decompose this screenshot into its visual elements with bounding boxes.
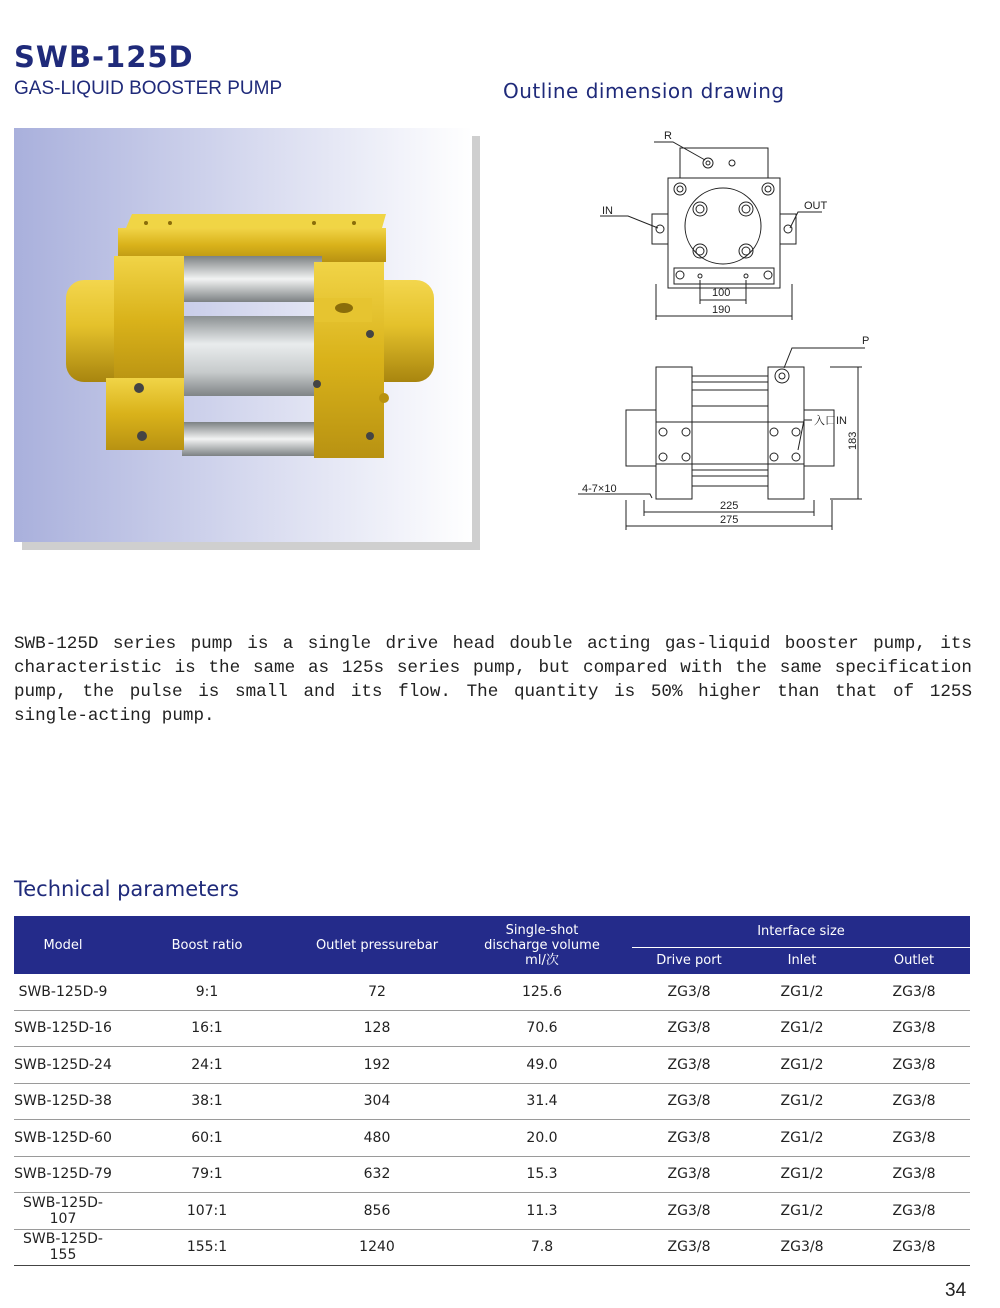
cell-model: SWB-125D-16 [14, 1010, 112, 1047]
dim-225: 225 [720, 500, 739, 512]
table-row [14, 1156, 970, 1193]
page-number: 34 [945, 1280, 967, 1301]
cell-drive: ZG3/8 [632, 1047, 746, 1084]
cell-inlet: ZG3/8 [746, 1229, 858, 1266]
dim-183: 183 [847, 431, 859, 450]
cell-ratio: 155:1 [112, 1229, 302, 1266]
cell-drive: ZG3/8 [632, 974, 746, 1010]
cell-volume: 31.4 [452, 1083, 632, 1120]
dim-100: 100 [712, 287, 731, 299]
cell-ratio: 60:1 [112, 1120, 302, 1157]
header-discharge-line2: discharge volume [484, 937, 600, 953]
outline-dimension-drawing [560, 120, 980, 540]
table-row [14, 1229, 970, 1266]
cell-ratio: 79:1 [112, 1156, 302, 1193]
cell-drive: ZG3/8 [632, 1083, 746, 1120]
header-outlet: Outlet [858, 947, 970, 974]
cell-ratio: 107:1 [112, 1193, 302, 1230]
header-inlet: Inlet [746, 947, 858, 974]
cell-ratio: 16:1 [112, 1010, 302, 1047]
cell-outlet: ZG3/8 [858, 1193, 970, 1230]
cell-drive: ZG3/8 [632, 1193, 746, 1230]
cell-pressure: 304 [302, 1083, 452, 1120]
header-model: Model [14, 916, 112, 974]
cell-outlet: ZG3/8 [858, 1156, 970, 1193]
cell-volume: 15.3 [452, 1156, 632, 1193]
cell-pressure: 72 [302, 974, 452, 1010]
table-row [14, 1010, 970, 1047]
cell-pressure: 632 [302, 1156, 452, 1193]
cell-inlet: ZG1/2 [746, 1120, 858, 1157]
cell-inlet: ZG1/2 [746, 1083, 858, 1120]
cell-volume: 125.6 [452, 974, 632, 1010]
cell-pressure: 192 [302, 1047, 452, 1084]
header-outlet-pressure: Outlet pressurebar [302, 916, 452, 974]
cell-ratio: 24:1 [112, 1047, 302, 1084]
cell-inlet: ZG1/2 [746, 1156, 858, 1193]
booster-pump-image [14, 128, 480, 550]
cell-drive: ZG3/8 [632, 1010, 746, 1047]
cell-volume: 7.8 [452, 1229, 632, 1266]
cell-model: SWB-125D-107 [14, 1193, 112, 1230]
header-drive-port: Drive port [632, 947, 746, 974]
cell-ratio: 9:1 [112, 974, 302, 1010]
cell-model: SWB-125D-24 [14, 1047, 112, 1084]
cell-drive: ZG3/8 [632, 1229, 746, 1266]
label-in: IN [602, 205, 613, 217]
cell-volume: 70.6 [452, 1010, 632, 1047]
cell-pressure: 480 [302, 1120, 452, 1157]
cell-inlet: ZG1/2 [746, 974, 858, 1010]
cell-model: SWB-125D-38 [14, 1083, 112, 1120]
dim-190: 190 [712, 304, 731, 316]
table-row [14, 1047, 970, 1084]
model-title: SWB-125D [14, 40, 194, 74]
cell-outlet: ZG3/8 [858, 1047, 970, 1084]
cell-pressure: 128 [302, 1010, 452, 1047]
header-discharge-unit: ml/次 [525, 952, 559, 968]
cell-outlet: ZG3/8 [858, 1229, 970, 1266]
label-r: R [664, 130, 672, 142]
cell-outlet: ZG3/8 [858, 1120, 970, 1157]
label-out: OUT [804, 200, 828, 212]
table-row [14, 1083, 970, 1120]
cell-volume: 11.3 [452, 1193, 632, 1230]
cell-model: SWB-125D-60 [14, 1120, 112, 1157]
cell-model: SWB-125D-155 [14, 1229, 112, 1266]
cell-outlet: ZG3/8 [858, 974, 970, 1010]
drawing-title: Outline dimension drawing [503, 79, 785, 103]
cell-model: SWB-125D-9 [14, 974, 112, 1010]
cell-outlet: ZG3/8 [858, 1010, 970, 1047]
cell-drive: ZG3/8 [632, 1156, 746, 1193]
cell-pressure: 856 [302, 1193, 452, 1230]
label-inlet-cn: 入口IN [814, 415, 847, 427]
header-boost-ratio: Boost ratio [112, 916, 302, 974]
product-subtitle: GAS-LIQUID BOOSTER PUMP [14, 78, 283, 99]
cell-model: SWB-125D-79 [14, 1156, 112, 1193]
product-description: SWB-125D series pump is a single drive head double acting gas-liquid booster pump, its characteristic is the same as 125s series pump, but compared with the same specification pump, the pulse is small and its flow. The quantity is 50% higher than that of 125S single-acting pump. [14, 634, 972, 726]
cell-volume: 49.0 [452, 1047, 632, 1084]
header-discharge-line1: Single-shot [505, 922, 579, 938]
table-row [14, 974, 970, 1010]
label-p: P [862, 335, 870, 347]
cell-ratio: 38:1 [112, 1083, 302, 1120]
product-photo [14, 128, 480, 550]
cell-inlet: ZG1/2 [746, 1047, 858, 1084]
header-discharge-volume [452, 916, 632, 974]
top-view-body [668, 178, 780, 288]
cell-inlet: ZG1/2 [746, 1193, 858, 1230]
table-row [14, 1120, 970, 1157]
dim-275: 275 [720, 514, 739, 526]
cell-pressure: 1240 [302, 1229, 452, 1266]
cell-inlet: ZG1/2 [746, 1010, 858, 1047]
header-interface-size: Interface size [632, 916, 970, 947]
cell-drive: ZG3/8 [632, 1120, 746, 1157]
dimension-drawing-svg [560, 120, 980, 540]
technical-parameters-table [14, 916, 970, 1266]
cell-volume: 20.0 [452, 1120, 632, 1157]
label-holes: 4-7×10 [582, 483, 617, 495]
top-view-port-block [680, 148, 768, 178]
cell-outlet: ZG3/8 [858, 1083, 970, 1120]
table-row [14, 1193, 970, 1230]
technical-parameters-title: Technical parameters [14, 877, 239, 901]
